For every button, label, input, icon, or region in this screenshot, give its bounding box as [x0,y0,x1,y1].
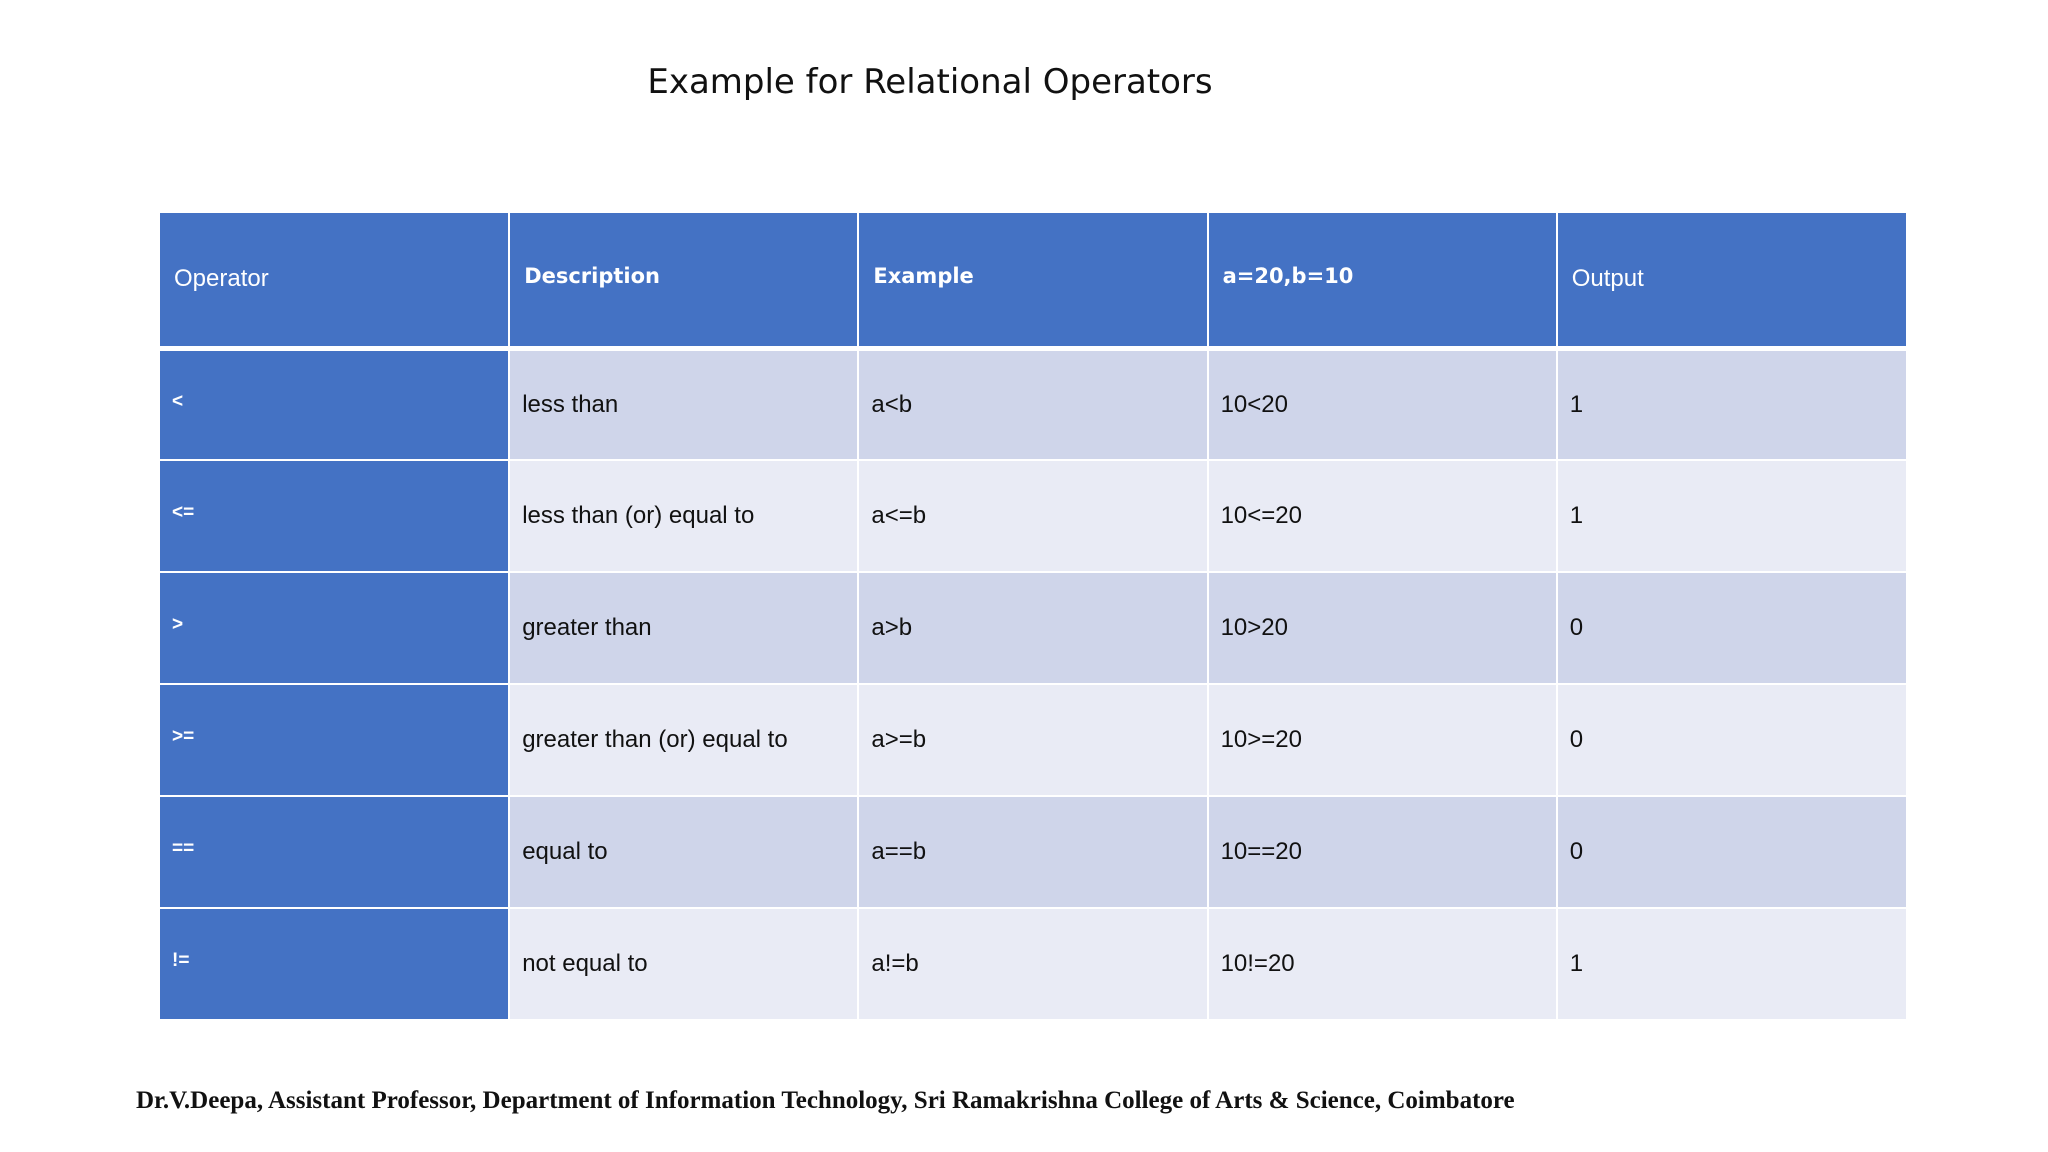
operator-cell: <= [160,460,509,572]
header-example: Example [858,213,1207,348]
output-cell: 1 [1557,348,1906,460]
relational-operators-table [160,213,1906,1021]
table-row [160,684,1906,796]
output-cell: 0 [1557,796,1906,908]
example-cell: a<=b [858,460,1207,572]
table-row [160,796,1906,908]
output-cell: 1 [1557,908,1906,1020]
example-cell: a==b [858,796,1207,908]
example-cell: a!=b [858,908,1207,1020]
table-row [160,348,1906,460]
example-cell: a<b [858,348,1207,460]
operator-cell: == [160,796,509,908]
operator-cell: < [160,348,509,460]
description-cell: less than (or) equal to [509,460,858,572]
operator-cell: >= [160,684,509,796]
header-operator: Operator [160,213,509,348]
values-cell: 10>=20 [1208,684,1557,796]
output-cell: 1 [1557,460,1906,572]
table-row [160,572,1906,684]
values-cell: 10<=20 [1208,460,1557,572]
operator-cell: != [160,908,509,1020]
description-cell: less than [509,348,858,460]
output-cell: 0 [1557,684,1906,796]
values-cell: 10>20 [1208,572,1557,684]
example-cell: a>b [858,572,1207,684]
slide-title: Example for Relational Operators [647,62,1213,102]
description-cell: not equal to [509,908,858,1020]
values-cell: 10==20 [1208,796,1557,908]
header-description: Description [509,213,858,348]
values-cell: 10<20 [1208,348,1557,460]
values-cell: 10!=20 [1208,908,1557,1020]
output-cell: 0 [1557,572,1906,684]
slide-footer: Dr.V.Deepa, Assistant Professor, Department of Information Technology, Sri Ramakrishna College of Arts & Science, Coimbatore [136,1087,1515,1114]
example-cell: a>=b [858,684,1207,796]
description-cell: greater than (or) equal to [509,684,858,796]
description-cell: greater than [509,572,858,684]
description-cell: equal to [509,796,858,908]
operator-cell: > [160,572,509,684]
table-header-row [160,213,1906,348]
table-row [160,460,1906,572]
table-row [160,908,1906,1020]
header-output: Output [1557,213,1906,348]
header-values: a=20,b=10 [1208,213,1557,348]
